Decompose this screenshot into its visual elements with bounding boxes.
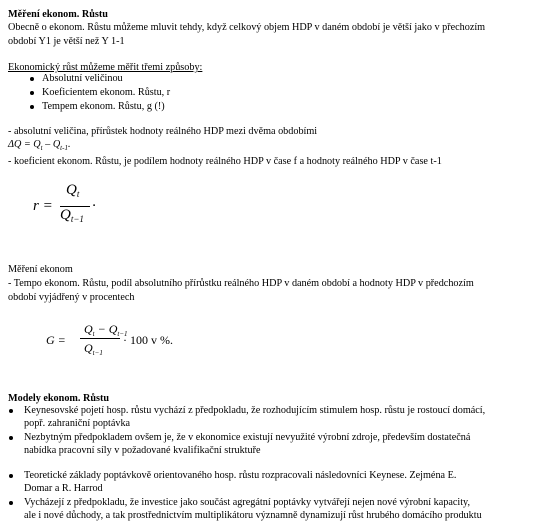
models-item-3-line-1: Teoretické základy poptávkově orientovaného hosp. růstu rozpracovali následovníci Keynese. Zejména E.	[24, 470, 457, 481]
ways-item-1: Absolutní veličinou	[42, 73, 123, 84]
models-item-2-line-2: nabídka pracovní síly v požadované kvalifikační struktuře	[24, 445, 261, 456]
bullet-icon	[9, 501, 13, 505]
intro-line-1: Obecně o ekonom. Růstu můžeme mluvit tehdy, když celkový objem HDP v daném období je větší jako v přechozím	[8, 22, 486, 33]
g-denominator: $Q_{t-1}$	[84, 341, 103, 357]
bullet-icon	[30, 105, 34, 109]
bullet-icon	[9, 409, 13, 413]
ways-heading: Ekonomický růst můžeme měřit třemi způsoby:	[8, 62, 203, 73]
absolute-text: - absolutní veličina, přírůstek hodnoty reálného HDP mezi dvěma obdobími	[8, 126, 318, 137]
r-denominator: $Q_{t-1}$	[60, 207, 84, 224]
ways-item-2: Koeficientem ekonom. Růstu, r	[42, 87, 171, 98]
bullet-icon	[30, 77, 34, 81]
section-title-measurement: Měření ekonom. Růstu	[8, 9, 108, 20]
models-item-1-line-2: popř. zahraniční poptávka	[24, 418, 131, 429]
r-dot: ·	[92, 198, 96, 214]
tempo-heading: Měření ekonom	[8, 264, 73, 275]
absolute-formula: $\Delta Q = Q_t - Q_{t-1}$.	[8, 139, 71, 152]
ways-item-3: Tempem ekonom. Růstu, g (!)	[42, 101, 165, 112]
g-label: G =	[46, 333, 66, 347]
g-tail: · 100 v %.	[123, 333, 173, 347]
models-item-4-line-1: Vycházejí z předpokladu, že investice jako součást agregátní poptávky vytvářejí nejen nové výrobní kapacity,	[24, 497, 471, 508]
bullet-icon	[30, 91, 34, 95]
r-numerator: $Q_t$	[66, 182, 80, 199]
models-item-1-line-1: Keynesovské pojetí hosp. růstu vychází z předpokladu, že rozhodujícím stimulem hosp. růstu je rostoucí domácí,	[24, 405, 486, 416]
fraction-bar	[80, 338, 120, 339]
models-title: Modely ekonom. Růstu	[8, 393, 110, 404]
intro-line-2: období Y1 je větší než Y 1-1	[8, 36, 125, 47]
models-item-2-line-1: Nezbytným předpokladem ovšem je, že v ekonomice existují nevyužité výrobní zdroje, především dostatečná	[24, 432, 471, 443]
r-label: r =	[33, 198, 53, 214]
models-item-4-line-2: ale i nové důchody, a tak prostřednictvím multiplikátoru významně dynamizují růst hrubého domácího produktu	[24, 510, 482, 521]
tempo-line-1: - Tempo ekonom. Růstu, podíl absolutního přírůstku reálného HDP v daném období a hodnoty HDP v předchozím	[8, 278, 474, 289]
g-numerator: $Q_t - Q_{t-1}$	[84, 322, 128, 338]
bullet-icon	[9, 436, 13, 440]
bullet-icon	[9, 474, 13, 478]
models-item-3-line-2: Domar a R. Harrod	[24, 483, 103, 494]
tempo-line-2: období vyjádřený v procentech	[8, 292, 135, 303]
coefficient-text: - koeficient ekonom. Růstu, je podílem hodnoty reálného HDP v čase f a hodnoty reálného HDP v čase t-1	[8, 156, 442, 167]
